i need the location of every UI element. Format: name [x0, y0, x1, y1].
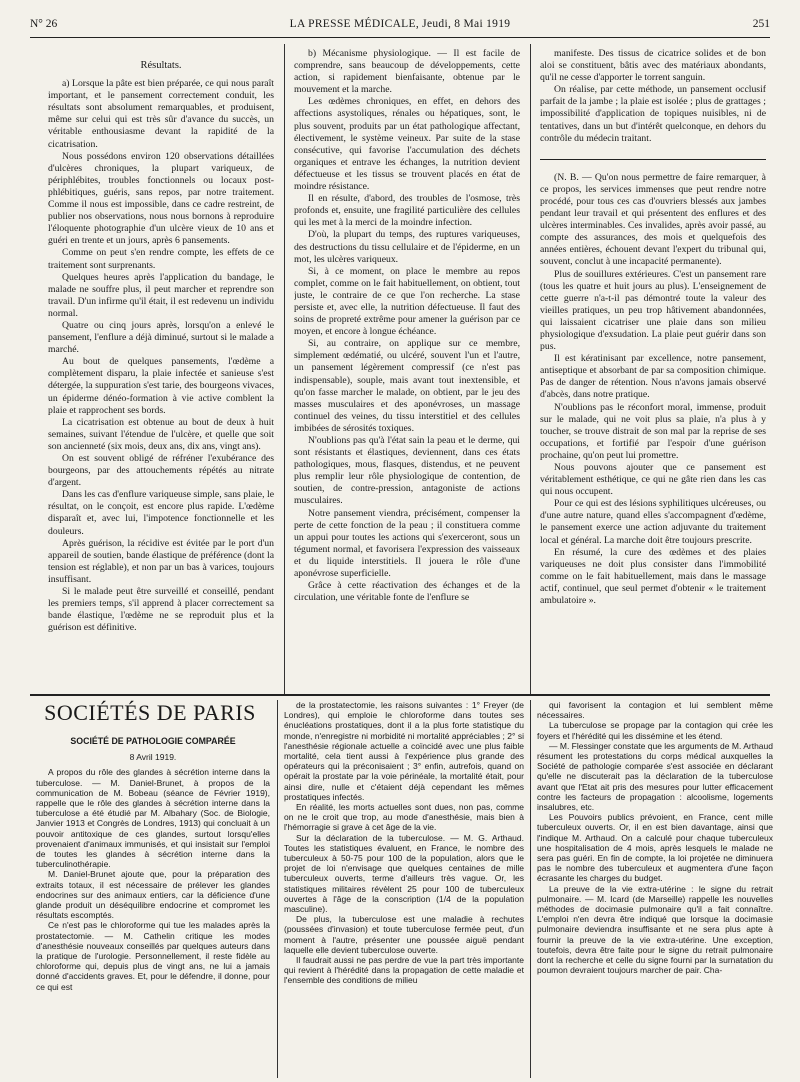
- paragraph: On réalise, par cette méthode, un pansement occlusif parfait de la jambe ; la plaie est isolée ; plus de grattages ; impossibilité d'application de topiques nuisibles, ni de tentatives, dans un but d'intérêt quelconque, en dehors du contrôle du médecin traitant.: [540, 84, 766, 144]
- societes-column-3-text: [537, 700, 773, 975]
- paragraph: a) Lorsque la pâte est bien préparée, ce qui nous paraît important, et le pansement correctement conduit, les résultats sont absolument remarquables, et produisent, même sur celui qui est très sûr d'avance du succès, un véritable enthousiasme devant la rapidité de la cicatrisation.: [48, 78, 274, 150]
- column-divider: [277, 700, 278, 1078]
- article-column-2: [294, 48, 520, 690]
- paragraph: Il est kératinisant par excellence, notre pansement, antiseptique et absorbant de par sa composition chimique. Pas de danger de rétention. Nous n'avons jamais observé d'abcès, dans notre pratique.: [540, 353, 766, 401]
- column-1-text: [48, 78, 274, 634]
- societes-column-1: [36, 730, 270, 1075]
- paragraph: Sur la déclaration de la tuberculose. — M. G. Arthaud. Toutes les statistiques évaluent, en France, le nombre des tuberculeux à 50-75 pour 100 de la population, alors que le projet de loi n'envisage que quelques centaines de mille tuberculeux ouverts, terme d'ailleurs très vague. Or, les statistiques militaires révèlent 25 pour 100 de tuberculeux ouvertes à l'âge de la conscription (1/4 de la population masculine).: [284, 832, 524, 915]
- paragraph: Quelques heures après l'application du bandage, le malade ne souffre plus, il peut marcher et reprendre son travail. D'un infirme qu'il était, il est redevenu un individu normal.: [48, 271, 274, 319]
- paragraph: qui favorisent la contagion et lui semblent même nécessaires.: [537, 700, 773, 721]
- paragraph: Dans les cas d'enflure variqueuse simple, sans plaie, le résultat, on le conçoit, est encore plus rapide. L'œdème disparaît et, avec lui, l'impotence fonctionnelle et les douleurs.: [48, 489, 274, 537]
- paragraph: Il en résulte, d'abord, des troubles de l'osmose, très profonds et, ensuite, une fragilité particulière des cellules qui les met à la merci de la moindre infection.: [294, 193, 520, 229]
- nota-bene-text: [540, 172, 766, 607]
- paragraph: On est souvent obligé de réfréner l'exubérance des bourgeons, par des attouchements répétés au nitrate d'argent.: [48, 453, 274, 489]
- paragraph: La tuberculose se propage par la contagion qui crée les foyers et l'hérédité qui les dissémine et les étend.: [537, 720, 773, 741]
- paragraph: Après guérison, la récidive est évitée par le port d'un appareil de soutien, bande élastique de préférence (dont la tension est réglable), et non par un bas à varices, toujours insuffisant.: [48, 537, 274, 585]
- paragraph: Ce n'est pas le chloroforme qui tue les malades après la prostatectomie. — M. Cathelin critique les modes d'anesthésie nouveaux conseillés par quelques auteurs dans la pratique de l'urologie. Personnellement, il reste fidèle au chloroforme qui, depuis plus de vingt ans, ne lui a jamais donné d'accidents graves. Et, pour le défendre, il donne, pour ce qui est: [36, 920, 270, 992]
- paragraph: M. Daniel-Brunet ajoute que, pour la préparation des extraits totaux, il est nécessaire de prélever les glandes endocrines sur des animaux entiers, car la déficience d'une glande produit un déséquilibre endocrine et compromet les résultats escomptés.: [36, 869, 270, 921]
- paragraph: Nous pouvons ajouter que ce pansement est véritablement esthétique, ce qui ne gâte rien dans les cas qui nous occupent.: [540, 462, 766, 498]
- paragraph: N'oublions pas le réconfort moral, immense, produit sur le malade, qui ne voit plus sa plaie, n'a plus à y toucher, se trouve distrait de son mal par la reprise de ses occupations, et fortifié par l'espoir d'une guérison prochaine, qu'on peut lui promettre.: [540, 401, 766, 461]
- header-rule: [30, 37, 770, 38]
- issue-number: N° 26: [30, 18, 58, 30]
- paragraph: (N. B. — Qu'on nous permettre de faire remarquer, à ce propos, les services immenses que peut rendre notre procédé, pour tous ces cas d'ouvriers blessés aux jambes pendant leur travail et qui présentent des enflures et des ulcères interminables. Ces invalides, après avoir passé, au compte des assurances, des mois et quelquefois des années entières, échouent devant l'expert du tribunal qui, souvent, conclut à une incapacité permanente).: [540, 171, 766, 268]
- societes-column-2-text: [284, 700, 524, 986]
- societes-column-3: [537, 700, 773, 1075]
- nb-rule: [540, 159, 766, 160]
- paragraph: La preuve de la vie extra-utérine : le signe du retrait pulmonaire. — M. Icard (de Marseille) rappelle les nouvelles méthodes de docimasie pulmonaire qu'il a fait connaître. L'emploi n'en devra être indiqué que lorsque la docimasie pulmonaire deviendra insuffisante et ne sera plus apte à fournir la preuve de la vie extra-utérine. Une exception, toutefois, devra être faite pour le signe du retrait pulmonaire dont la recherche et celle du signe fourni par la surnatation du poumon devraient toujours marcher de pair. Cha-: [537, 883, 773, 976]
- paragraph: Notre pansement viendra, précisément, compenser la perte de cette fonction de la peau ; il constituera comme un appui pour toutes les actions qui s'exerceront, sous un tégument normal, et favorisera l'expression des vaisseaux et du liquide interstitiels. Il jouera le rôle d'une aponévrose superficielle.: [294, 507, 520, 580]
- paragraph: Il faudrait aussi ne pas perdre de vue la part très importante qui revient à l'hérédité dans la propagation de cette maladie et l'ensemble des conditions de milieu: [284, 955, 524, 986]
- column-3-text: [540, 48, 766, 145]
- paragraph: de la prostatectomie, les raisons suivantes : 1° Freyer (de Londres), qui emploie le chloroforme dans toutes ses énucléations prostatiques, dont il a la plus forte statistique du monde, n'enregistre ni morbidité ni mortalité appréciables ; 2° si l'anesthésie régionale actuelle a coïncidé avec une plus faible mortalité, cela tient aussi à l'expérience plus grande des opérateurs qui la préconisaient ; 3° enfin, autrefois, quand on opérait la prostate par la voie périnéale, la mortalité était, pour ainsi dire, nulle et c'étaient déjà cependant les mêmes prostatiques infectés.: [284, 700, 524, 802]
- paragraph: Si, au contraire, on applique sur ce membre, simplement œdématié, ou ulcéré, souvent l'un et l'autre, un pansement légèrement compressif (ce n'est pas indispensable), souple, mais avant tout inextensible, et qu'on fasse marcher le malade, on obtient, par le jeu des masses musculaires et des aponévroses, un massage continuel des veines, du tissu interstitiel et des cellules imbibées de sérosités toxiques.: [294, 338, 520, 434]
- column-2-text: [294, 48, 520, 604]
- paragraph: En résumé, la cure des œdèmes et des plaies variqueuses ne doit plus consister dans l'immobilité comme on le fait habituellement, mais dans le massage actif, continuel, que seul permet d'obtenir « le traitement ambulatoire ».: [540, 546, 766, 607]
- paragraph: Les œdèmes chroniques, en effet, en dehors des affections asystoliques, rénales ou hépatiques, sont, le plus souvent, produits par un état pathologique affectant, électivement, le système veineux. Par suite de la stase consécutive, qui favorise l'accumulation des déchets organiques et entrave les échanges, la nutrition devient défectueuse et les tissus se trouvent placés en état de moindre résistance.: [294, 96, 520, 193]
- paragraph: En réalité, les morts actuelles sont dues, non pas, comme on ne le croit que trop, au mode d'anesthésie, mais bien à l'hémorragie si grave à cet âge de la vie.: [284, 802, 524, 833]
- paragraph: — M. Flessinger constate que les arguments de M. Arthaud résument les protestations du corps médical auxquelles la Société de pathologie comparée s'est associée en déclarant qu'elle ne discuterait pas la déclaration de la tuberculose avant que l'Etat ait pris des mesures pour lutter efficacement contre les facteurs de propagation : alcoolisme, logements insalubres, etc.: [537, 740, 773, 813]
- column-divider: [284, 44, 285, 694]
- paragraph: Les Pouvoirs publics prévoient, en France, cent mille tuberculeux ouverts. Or, il en est bien davantage, ainsi que l'indique M. Arthaud. On a calculé pour chaque tuberculeux une hospitalisation de 4 mois, après lesquels le malade ne sera pas guéri. En fin de compte, la loi projetée ne diminuera pas le nombre des tuberculeux et augmentera d'une façon écrasante les charges du budget.: [537, 812, 773, 884]
- societes-title: SOCIÉTÉS DE PARIS: [44, 700, 256, 725]
- societes-column-2: [284, 700, 524, 1075]
- paragraph: Grâce à cette réactivation des échanges et de la circulation, une véritable fonte de l'enflure se: [294, 580, 520, 604]
- paragraph: Quatre ou cinq jours après, lorsqu'on a enlevé le pansement, l'enflure a déjà diminué, surtout si le malade a marché.: [48, 319, 274, 356]
- societes-column-1-text: [36, 767, 270, 991]
- paragraph: Au bout de quelques pansements, l'œdème a complètement disparu, la plaie infectée et sanieuse s'est détergée, la suppuration s'est tarie, des bourgeons vivaces, un épiderme dénéo-formation à vie active comblent la plaie et rapprochent ses bords.: [48, 356, 274, 416]
- page-header: [30, 18, 770, 34]
- paragraph: Pour ce qui est des lésions syphilitiques ulcéreuses, ou d'une autre nature, quand elles s'accompagnent d'œdème, le pansement exerce une action adjuvante du traitement local et général. La marche doit être toujours prescrite.: [540, 498, 766, 546]
- paragraph: D'où, la plupart du temps, des ruptures variqueuses, des destructions du tissu cellulaire et de l'épiderme, en un mot, les ulcères variqueux.: [294, 229, 520, 265]
- section-rule: [30, 694, 770, 696]
- section-heading: Résultats.: [140, 60, 182, 71]
- session-date: 8 Avril 1919.: [129, 752, 177, 763]
- paragraph: N'oublions pas qu'à l'état sain la peau et le derme, qui sont résistants et élastiques, deviennent, dans ces états pathologiques, mous, flasques, distendus, et ne peuvent plus remplir leur rôle physiologique de contention, de soutien, de contre-pression, antagoniste de actions musculaires.: [294, 435, 520, 507]
- column-divider: [530, 700, 531, 1078]
- column-divider: [530, 44, 531, 694]
- paragraph: Plus de souillures extérieures. C'est un pansement rare (tous les quatre et huit jours au plus). L'enseignement de cette guerre n'a-t-il pas démontré toute la valeur des vieilles pratiques, un peu trop hâtivement abandonnées, qui laissaient cicatriser une plaie dans son milieu physiologique d'exsudation. La plaie peut guérir dans son pus.: [540, 268, 766, 353]
- paragraph: De plus, la tuberculose est une maladie à rechutes (poussées d'invasion) et toute tuberculose fermée peut, d'un moment à l'autre, présenter une poussée aiguë pendant laquelle elle devient tuberculose ouverte.: [284, 914, 524, 955]
- paragraph: Comme on peut s'en rendre compte, les effets de ce traitement sont surprenants.: [48, 247, 274, 271]
- article-column-3: [540, 48, 766, 690]
- publication-title: LA PRESSE MÉDICALE, Jeudi, 8 Mai 1919: [289, 18, 511, 30]
- paragraph: b) Mécanisme physiologique. — Il est facile de comprendre, sans beaucoup de développements, cette action, si rapidement bienfaisante, obtenue par le mouvement et la marche.: [294, 48, 520, 96]
- paragraph: Nous possédons environ 120 observations détaillées d'ulcères chroniques, la plupart variqueux, de périphlébites, troubles fonctionnels ou locaux post-phlébitiques, guéris, sans repos, par notre traitement. Comme il nous est impossible, dans ce cadre restreint, de publier nos observations, nous nous bornons à reproduire l'éloquente photographie d'un ulcère vieux de 10 ans et guéri en trente et un jours, après 6 pansements.: [48, 150, 274, 247]
- paragraph: La cicatrisation est obtenue au bout de deux à huit semaines, suivant l'étendue de l'ulcère, et quelle que soit son ancienneté (six mois, deux ans, dix ans, vingt ans).: [48, 416, 274, 452]
- paragraph: Si le malade peut être surveillé et conseillé, pendant les premiers temps, s'il apprend à placer correctement sa bande élastique, l'œdème ne se reproduit plus et la guérison est définitive.: [48, 586, 274, 634]
- paragraph: A propos du rôle des glandes à sécrétion interne dans la tuberculose. — M. Daniel-Brunet, à propos de la communication de M. Bobeau (séance de Février 1919), rappelle que le rôle des glandes à sécrétion interne dans la tuberculose a été étudié par M. Albahary (Soc. de Biologie, Janvier 1913 et Congrès de Londres, 1913) qui concluait à un pouvoir antitoxique de ces glandes, surtout lorsqu'elles provenaient d'animaux immunisés, et qui insistait sur l'emploi de toutes les glandes à sécrétion interne dans la tuberculinothérapie.: [36, 767, 270, 870]
- paragraph: Si, à ce moment, on place le membre au repos complet, comme on le fait habituellement, on obtient, tout juste, le contraire de ce que l'on recherche. La stase persiste et, avec elle, la nutrition défectueuse. Il faut des soins de propreté extrême pour amener la guérison par ce moyen, et encore à longue échéance.: [294, 265, 520, 338]
- page-number: 251: [752, 18, 770, 30]
- paragraph: manifeste. Des tissus de cicatrice solides et de bon aloi se constituent, bâtis avec des matériaux abondants, qu'il ne cesse d'apporter le torrent sanguin.: [540, 48, 766, 84]
- society-name: SOCIÉTÉ DE PATHOLOGIE COMPARÉE: [70, 736, 236, 746]
- article-column-1: [48, 60, 274, 690]
